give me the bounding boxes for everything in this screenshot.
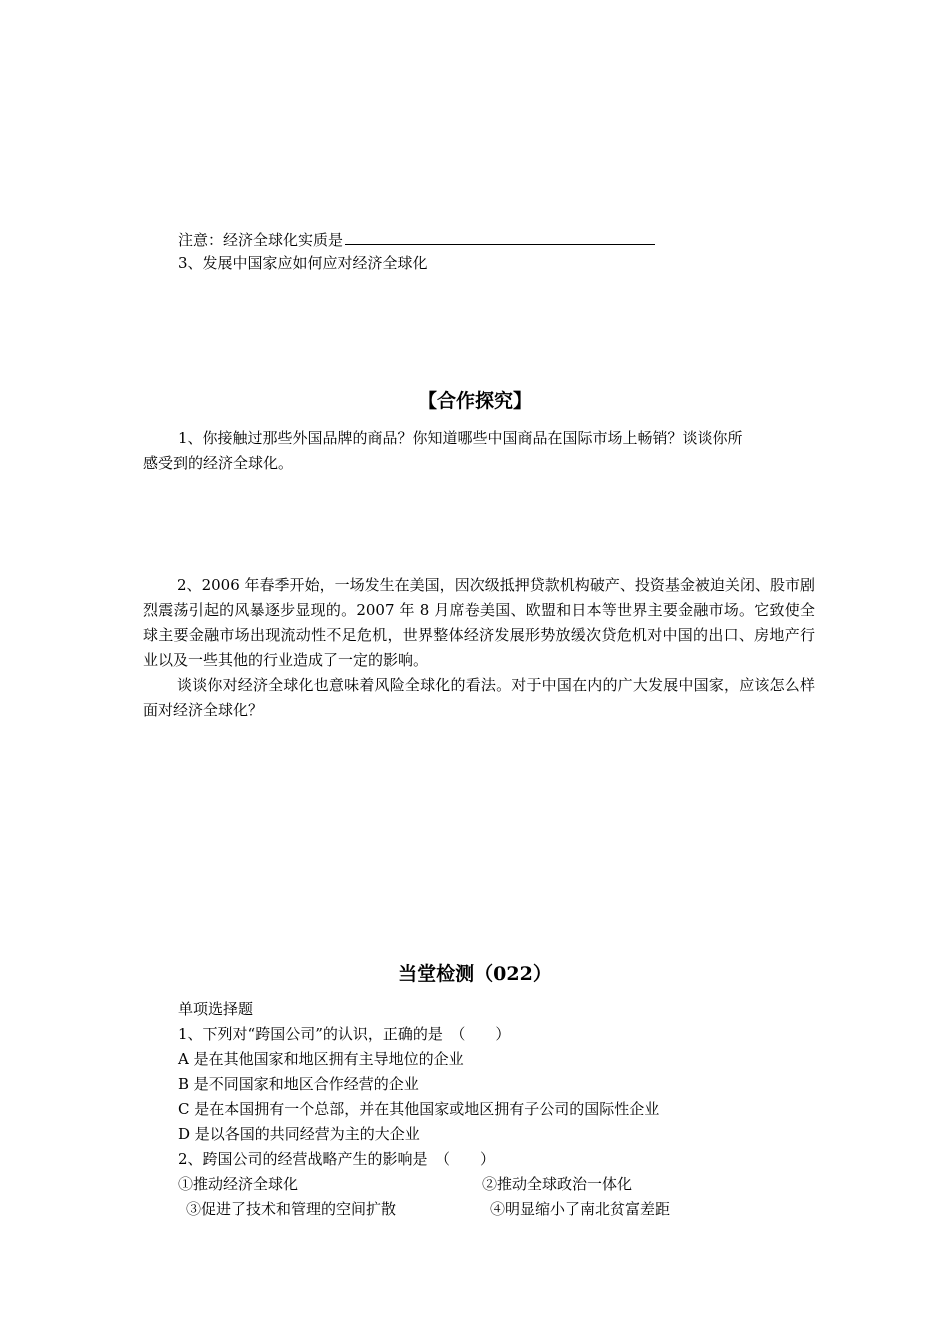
question-2-follow-up: 谈谈你对经济全球化也意味着风险全球化的看法。对于中国在内的广大发展中国家，应该怎么样面对经济全球化？ bbox=[143, 676, 815, 719]
question-1-line-2: 感受到的经济全球化。 bbox=[143, 454, 294, 472]
item-3: 3、发展中国家应如何应对经济全球化 bbox=[178, 254, 428, 272]
section-heading-cooperation: 【合作探究】 bbox=[417, 390, 532, 412]
mc-question-2: 2、跨国公司的经营战略产生的影响是 （ ） bbox=[178, 1150, 496, 1168]
question-type-label: 单项选择题 bbox=[178, 1000, 254, 1018]
mc-question-1: 1、下列对“跨国公司”的认识，正确的是 （ ） bbox=[178, 1025, 511, 1043]
statement-4: ④明显缩小了南北贫富差距 bbox=[490, 1200, 671, 1218]
section-heading-test: 当堂检测（022） bbox=[398, 963, 552, 985]
option-b[interactable]: B 是不同国家和地区合作经营的企业 bbox=[178, 1075, 419, 1093]
statement-2: ②推动全球政治一体化 bbox=[482, 1175, 633, 1193]
option-d[interactable]: D 是以各国的共同经营为主的大企业 bbox=[178, 1125, 420, 1143]
option-c[interactable]: C 是在本国拥有一个总部，并在其他国家或地区拥有子公司的国际性企业 bbox=[178, 1100, 660, 1118]
question-1-line-1: 1、你接触过那些外国品牌的商品？你知道哪些中国商品在国际市场上畅销？谈谈你所 bbox=[178, 429, 743, 447]
question-2-paragraph: 2、2006 年春季开始，一场发生在美国，因次级抵押贷款机构破产、投资基金被迫关闭、股市剧烈震荡引起的风暴逐步显现的。2007 年 8 月席卷美国、欧盟和日本等世界主要金融市场。它致使全球主要金融市场出现流动性不足危机，世界整体经济发展形势放缓次贷危机对中国的出口、房地产行业以及一些其他的行业造成了一定的影响。 bbox=[143, 576, 815, 669]
note-line bbox=[178, 228, 655, 250]
statement-3: ③促进了技术和管理的空间扩散 bbox=[186, 1200, 397, 1218]
option-a[interactable]: A 是在其他国家和地区拥有主导地位的企业 bbox=[178, 1050, 464, 1068]
answer-blank[interactable] bbox=[345, 228, 655, 245]
note-label: 注意：经济全球化实质是 bbox=[178, 231, 344, 249]
statement-1: ①推动经济全球化 bbox=[178, 1175, 299, 1193]
